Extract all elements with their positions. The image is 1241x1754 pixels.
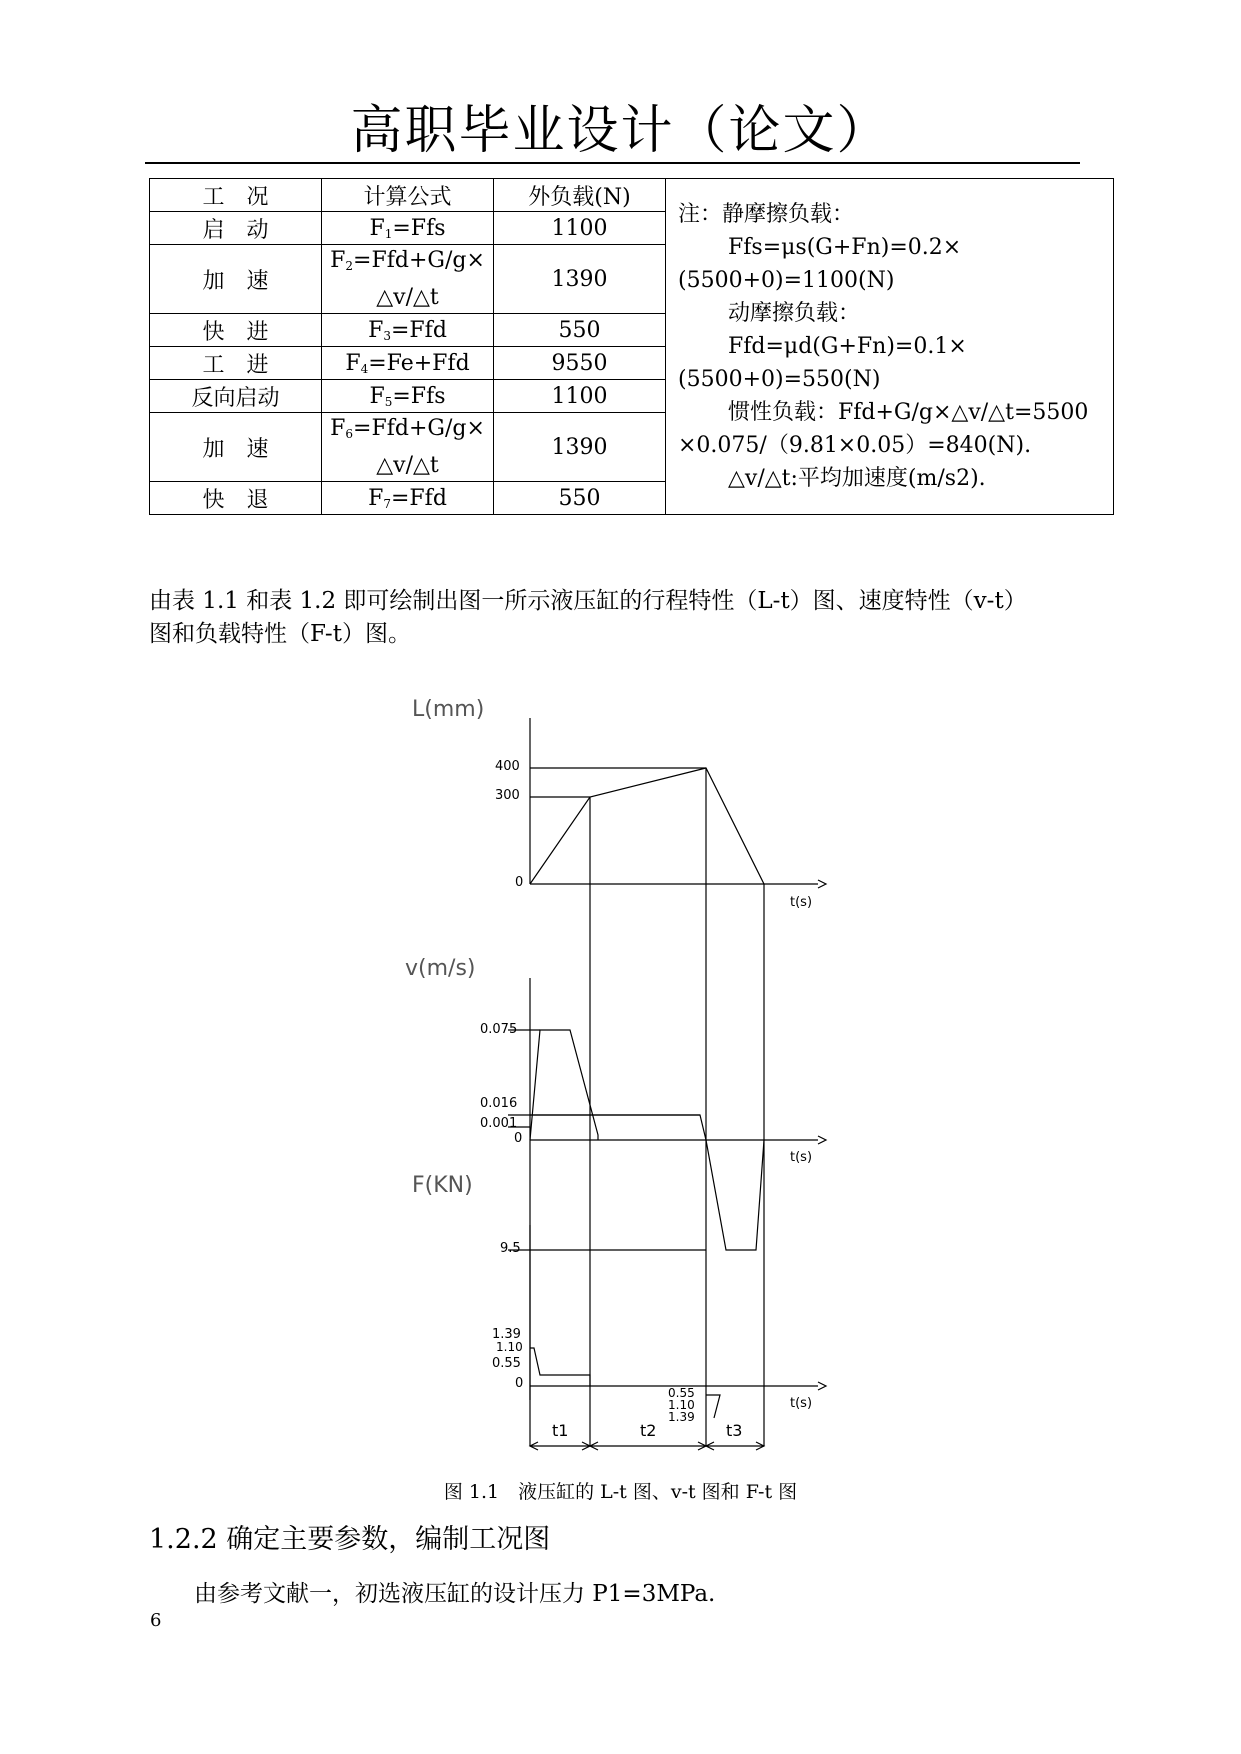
F-neg-110: 1.10 bbox=[668, 1398, 695, 1412]
paragraph-1-line: 图和负载特性（F-t）图。 bbox=[149, 621, 411, 647]
figure-caption: 图 1.1 液压缸的 L-t 图、v-t 图和 F-t 图 bbox=[443, 1481, 798, 1503]
cell-condition: 加 速 bbox=[150, 413, 322, 482]
header-condition: 工 况 bbox=[150, 179, 322, 212]
v-tick-0: 0 bbox=[514, 1131, 523, 1146]
cell-formula: $F_1=Ffs$ bbox=[322, 212, 494, 245]
note-line: Ffd=μd(G+Fn)=0.1× bbox=[728, 334, 967, 359]
cell-formula: $F_2=Ffd+G/g\times$ △v/△t bbox=[322, 245, 494, 314]
cell-load: 1100 bbox=[494, 380, 666, 413]
cell-load: 1100 bbox=[494, 212, 666, 245]
cell-formula: $F_5=Ffs$ bbox=[322, 380, 494, 413]
paragraph-2: 由参考文献一，初选液压缸的设计压力 P1=3MPa. bbox=[194, 1581, 716, 1607]
L-tick-300: 300 bbox=[495, 788, 520, 803]
header-formula: 计算公式 bbox=[322, 179, 494, 212]
note-line: 注：静摩擦负载： bbox=[678, 202, 855, 227]
v-t-label: t(s) bbox=[790, 1150, 813, 1165]
cell-load: 1390 bbox=[494, 245, 666, 314]
F-curve-return bbox=[706, 1395, 720, 1418]
L-t-label: t(s) bbox=[790, 895, 813, 910]
cell-condition: 启 动 bbox=[150, 212, 322, 245]
cell-formula: $F_4=Fe+Ffd$ bbox=[322, 347, 494, 380]
cell-condition: 工 进 bbox=[150, 347, 322, 380]
F-neg-139: 1.39 bbox=[668, 1410, 695, 1424]
F-tick-0: 0 bbox=[515, 1376, 524, 1391]
paragraph-1-line: 由表 1.1 和表 1.2 即可绘制出图一所示液压缸的行程特性（L-t）图、速度特性（v-t） bbox=[149, 588, 1027, 614]
cell-condition: 快 进 bbox=[150, 314, 322, 347]
F-tick-95: 9.5 bbox=[500, 1241, 521, 1256]
cell-formula: $F_6=Ffd+G/g\times$ △v/△t bbox=[322, 413, 494, 482]
v-axis-arrow bbox=[818, 1136, 826, 1144]
cell-formula: $F_3=Ffd$ bbox=[322, 314, 494, 347]
F-tick-055: 0.55 bbox=[492, 1356, 521, 1371]
t1-label: t1 bbox=[552, 1421, 569, 1440]
note-line: 动摩擦负载： bbox=[728, 301, 861, 326]
note-line: (5500+0)=550(N) bbox=[678, 367, 881, 392]
F-curve-forward bbox=[530, 1348, 590, 1386]
F-neg-055: 0.55 bbox=[668, 1386, 695, 1400]
header-load: 外负载(N) bbox=[494, 179, 666, 212]
L-axis-label: L(mm) bbox=[412, 697, 485, 722]
cell-formula: $F_7=Ffd$ bbox=[322, 482, 494, 515]
note-line: Ffs=μs(G+Fn)=0.2× bbox=[728, 235, 962, 260]
v-curve-workfeed bbox=[530, 1115, 706, 1140]
L-axis-arrow bbox=[818, 880, 826, 888]
cell-condition: 快 退 bbox=[150, 482, 322, 515]
F-tick-110: 1.10 bbox=[496, 1340, 523, 1354]
cell-load: 550 bbox=[494, 314, 666, 347]
F-t-label: t(s) bbox=[790, 1396, 813, 1411]
L-tick-400: 400 bbox=[495, 759, 520, 774]
cell-load: 1390 bbox=[494, 413, 666, 482]
F-axis-label: F(KN) bbox=[412, 1173, 473, 1198]
note-line: △v/△t:平均加速度(m/s2). bbox=[728, 466, 986, 491]
page-title: 高职毕业设计（论文） bbox=[350, 101, 891, 161]
cell-condition: 反向启动 bbox=[150, 380, 322, 413]
v-tick-0001: 0.001 bbox=[480, 1116, 518, 1131]
v-tick-0016: 0.016 bbox=[480, 1096, 518, 1111]
F-tick-139: 1.39 bbox=[492, 1327, 521, 1342]
v-curve-return bbox=[706, 1140, 764, 1250]
cell-load: 9550 bbox=[494, 347, 666, 380]
t3-label: t3 bbox=[726, 1421, 743, 1440]
v-axis-label: v(m/s) bbox=[405, 956, 476, 981]
note-line: ×0.075/（9.81×0.05）=840(N). bbox=[678, 433, 1032, 458]
F-axis-arrow bbox=[818, 1382, 826, 1390]
L-curve bbox=[530, 768, 764, 884]
cell-condition: 加 速 bbox=[150, 245, 322, 314]
cell-load: 550 bbox=[494, 482, 666, 515]
v-curve-forward bbox=[530, 1030, 598, 1140]
page-number: 6 bbox=[150, 1610, 162, 1631]
t2-label: t2 bbox=[640, 1421, 657, 1440]
L-tick-0: 0 bbox=[515, 875, 524, 890]
note-line: 惯性负载：Ffd+G/g×△v/△t=5500 bbox=[728, 400, 1089, 425]
section-heading: 1.2.2 确定主要参数，编制工况图 bbox=[149, 1524, 551, 1555]
note-line: (5500+0)=1100(N) bbox=[678, 268, 895, 293]
v-tick-0075: 0.075 bbox=[480, 1022, 518, 1037]
